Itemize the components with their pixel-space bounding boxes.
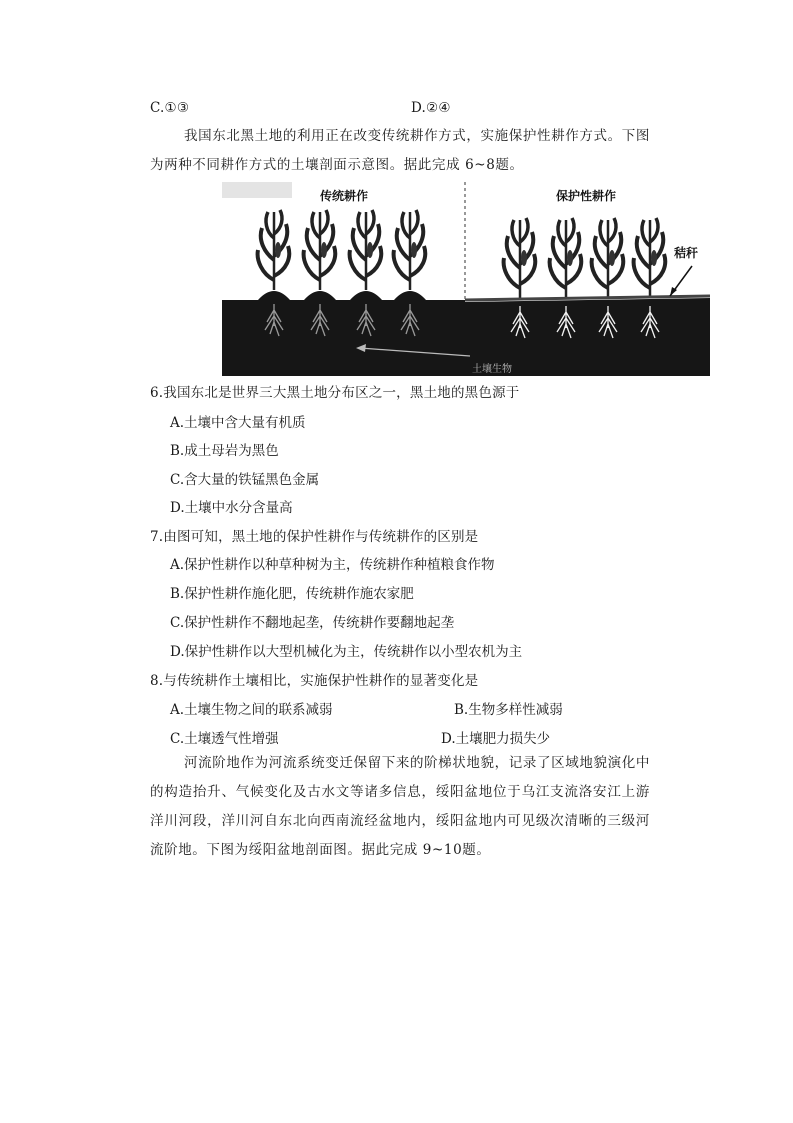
question-8-option-c: C.土壤透气性增强 <box>170 731 279 747</box>
intro-paragraph-2: 河流阶地作为河流系统变迁保留下来的阶梯状地貌，记录了区域地貌演化中的构造抬升、气候变化及古水文等诸多信息，绥阳盆地位于乌江支流洛安江上游洋川河段，洋川河自东北向西南流经盆地内，绥阳盆地内可见级次清晰的三级河流阶地。下图为绥阳盆地剖面图。据此完成 9~10题。 <box>150 755 650 858</box>
question-7-option-d: D.保护性耕作以大型机械化为主，传统耕作以小型农机为主 <box>170 644 523 660</box>
prev-option-d: D.②④ <box>411 100 451 116</box>
question-8-stem: 8.与传统耕作土壤相比，实施保护性耕作的显著变化是 <box>150 673 479 689</box>
question-7-option-c: C.保护性耕作不翻地起垄，传统耕作要翻地起垄 <box>170 615 455 631</box>
question-7-option-b: B.保护性耕作施化肥，传统耕作施农家肥 <box>170 586 414 602</box>
question-7-option-a: A.保护性耕作以种草种树为主，传统耕作种植粮食作物 <box>170 557 495 573</box>
question-8-option-d: D.土壤肥力损失少 <box>441 731 551 747</box>
label-soil-organism: 土壤生物 <box>472 364 512 375</box>
label-straw: 秸秆 <box>674 246 699 260</box>
question-6-option-b: B.成土母岩为黑色 <box>170 443 279 459</box>
question-7-stem: 7.由图可知，黑土地的保护性耕作与传统耕作的区别是 <box>150 529 479 545</box>
label-conservation: 保护性耕作 <box>556 189 617 203</box>
question-6-stem: 6.我国东北是世界三大黑土地分布区之一，黑土地的黑色源于 <box>150 385 520 401</box>
question-8-option-a: A.土壤生物之间的联系减弱 <box>170 702 333 718</box>
soil-profile-illustration <box>222 182 710 376</box>
question-6-option-d: D.土壤中水分含量高 <box>170 500 293 516</box>
question-6-option-a: A.土壤中含大量有机质 <box>170 415 306 431</box>
intro-paragraph-1: 我国东北黑土地的利用正在改变传统耕作方式，实施保护性耕作方式。下图为两种不同耕作方式的土壤剖面示意图。据此完成 6~8题。 <box>150 128 650 173</box>
question-6-option-c: C.含大量的铁锰黑色金属 <box>170 472 320 488</box>
prev-option-c: C.①③ <box>150 100 190 116</box>
soil-profile-figure <box>222 182 710 376</box>
label-traditional: 传统耕作 <box>320 189 369 203</box>
question-8-option-b: B.生物多样性减弱 <box>454 702 563 718</box>
